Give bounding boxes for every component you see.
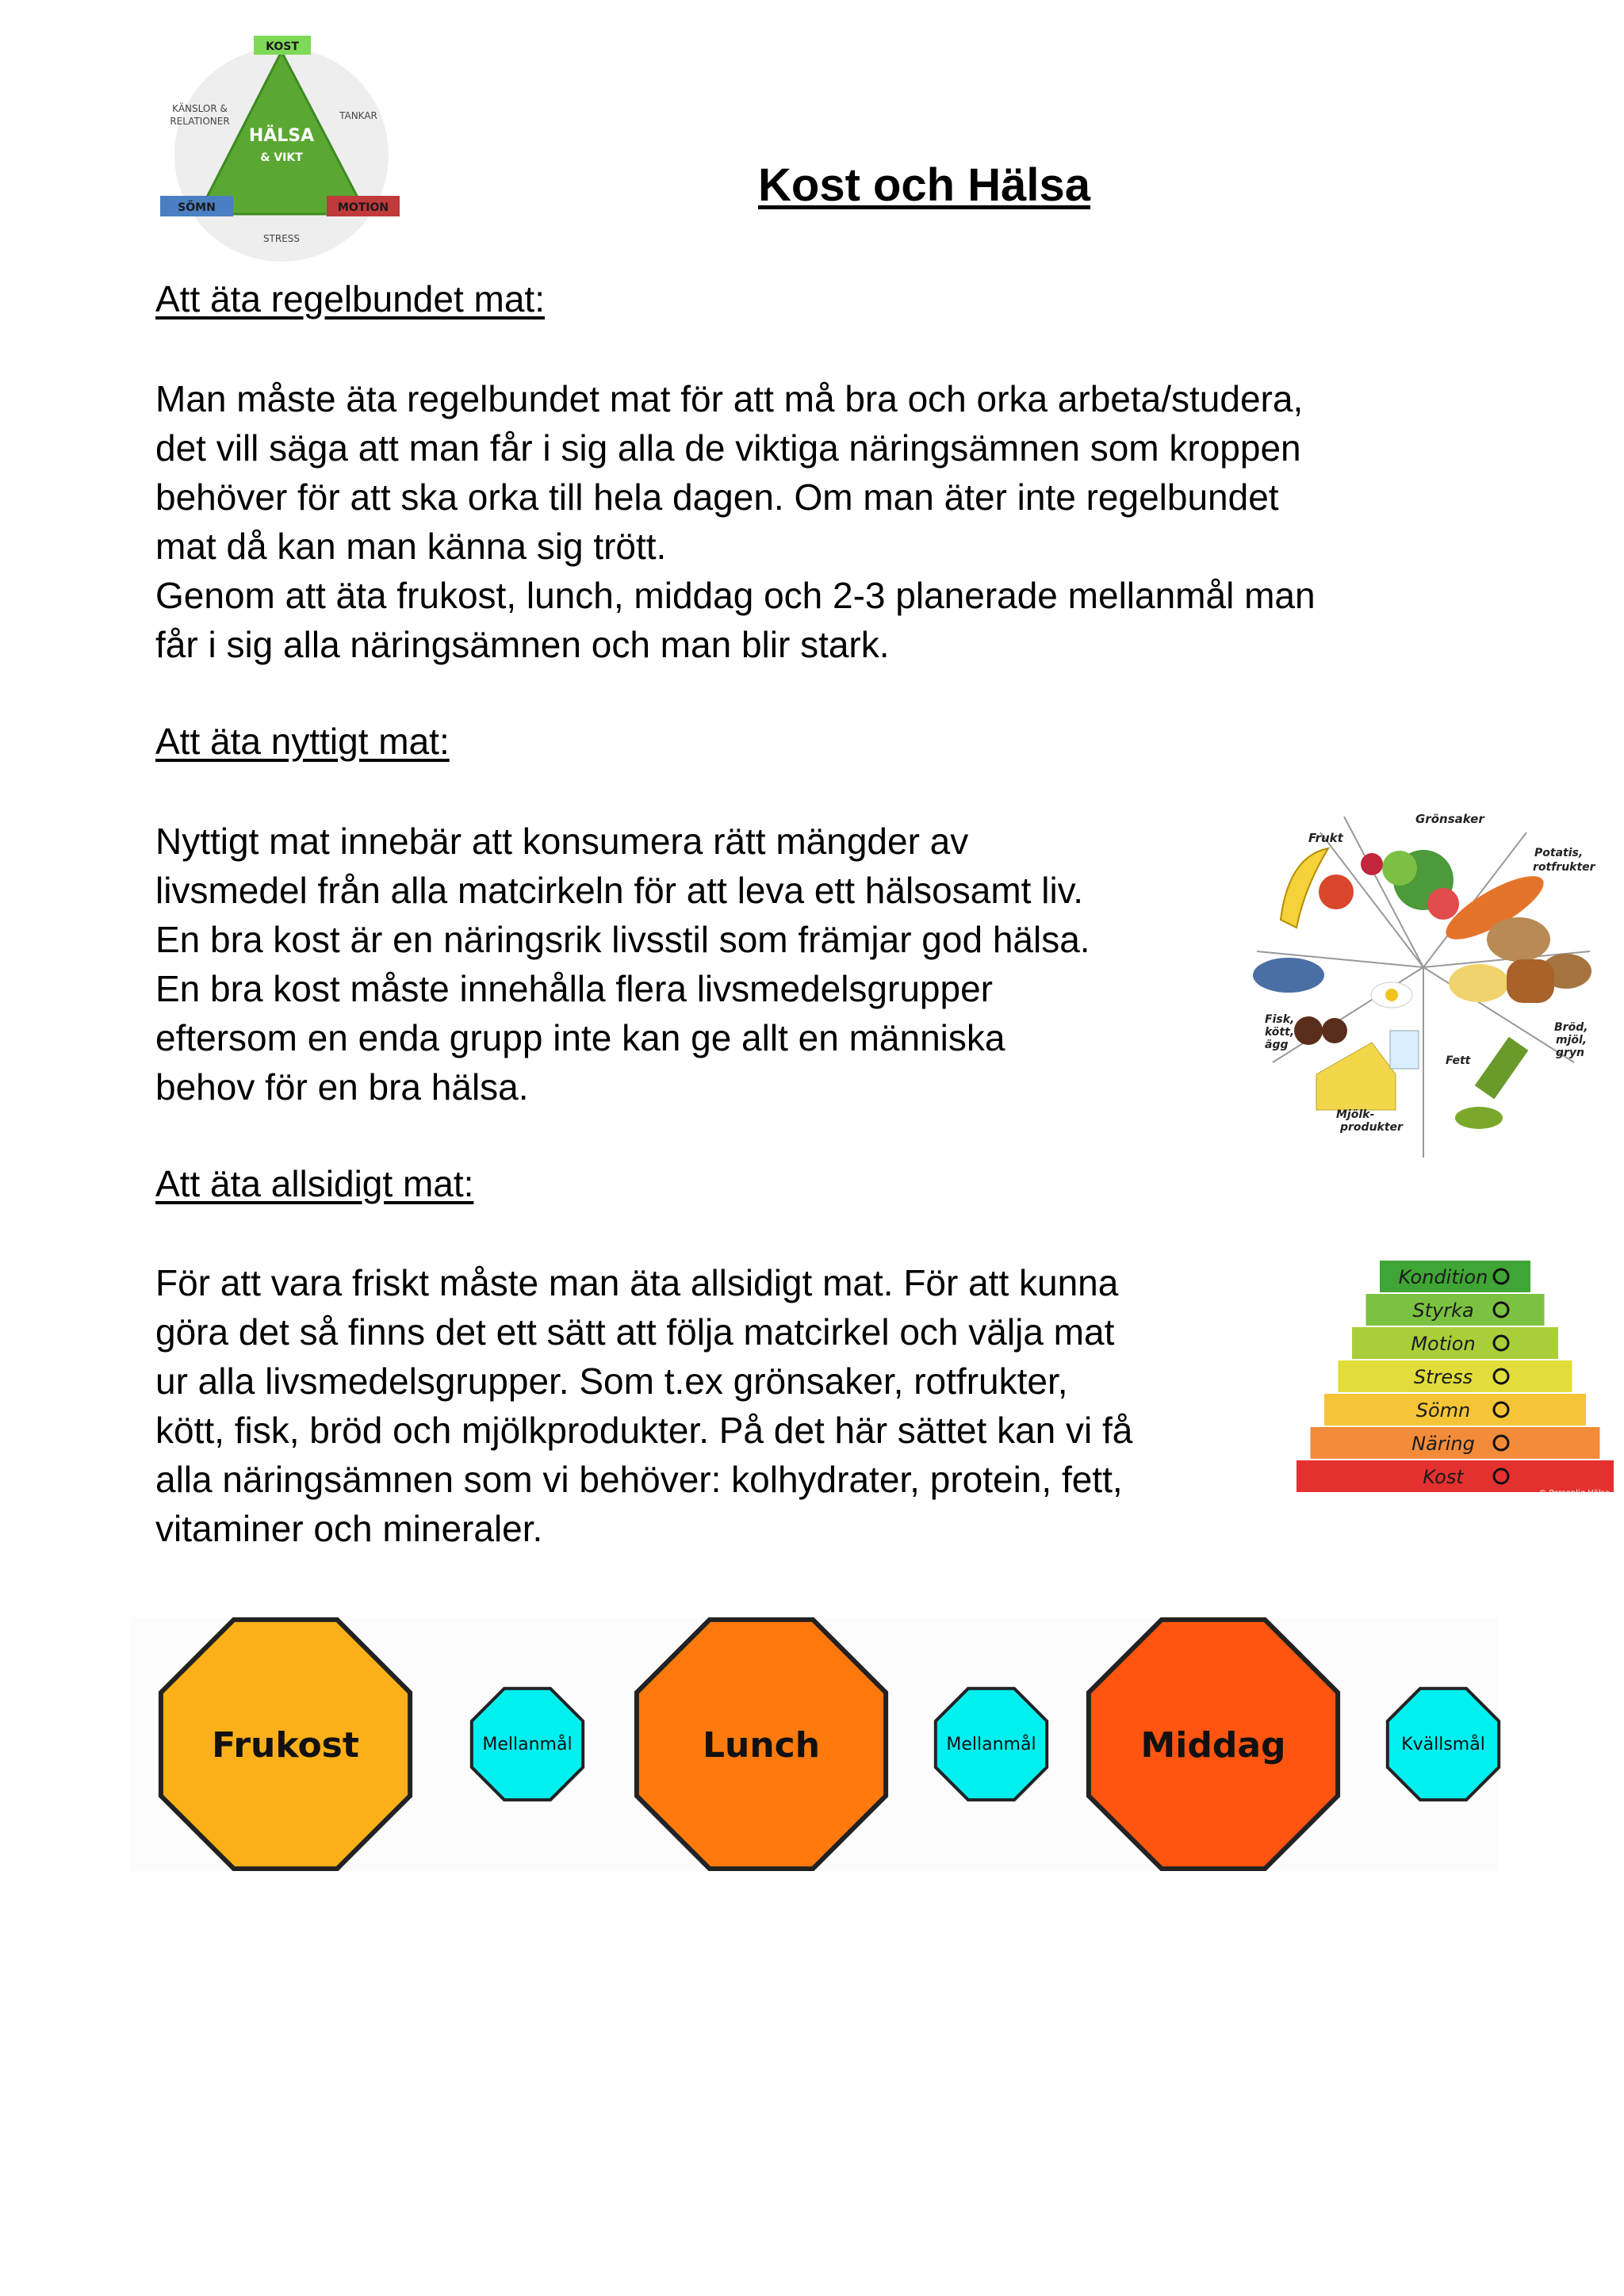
body-line: göra det så finns det ett sätt att följa matcirkel och välja mat [155, 1311, 1115, 1353]
logo-kost: KOST [266, 40, 299, 53]
section-body-varied [155, 1258, 1132, 1553]
pyramid-level-styrka [1366, 1294, 1545, 1326]
meal-lunch [637, 1620, 886, 1869]
meal-mellanmål-1 [472, 1689, 583, 1800]
meal-frukost [161, 1620, 410, 1869]
svg-text:kött,: kött, [1265, 1026, 1295, 1039]
svg-text:rotfrukter: rotfrukter [1533, 861, 1595, 874]
body-line: Nyttigt mat innebär att konsumera rätt mängder av [155, 821, 969, 862]
meal-schedule [143, 1617, 1507, 1871]
logo-right: TANKAR [339, 110, 377, 121]
svg-text:Grönsaker: Grönsaker [1415, 812, 1484, 826]
logo-left: KÄNSLOR & [172, 103, 228, 114]
body-line: det vill säga att man får i sig alla de viktiga näringsämnen som kroppen [155, 427, 1301, 469]
page-title: Kost och Hälsa [758, 159, 1090, 211]
body-line: eftersom en enda grupp inte kan ge allt en människa [155, 1017, 1005, 1058]
section-heading-regular: Att äta regelbundet mat: [155, 278, 545, 320]
svg-text:gryn: gryn [1556, 1047, 1585, 1059]
body-line: livsmedel från alla matcirkeln för att leva ett hälsosamt liv. [155, 870, 1084, 911]
body-line: En bra kost måste innehålla flera livsmedelsgrupper [155, 968, 993, 1009]
pyramid-label: Motion [1411, 1333, 1476, 1355]
svg-text:ägg: ägg [1265, 1039, 1289, 1051]
meal-label: Mellanmål [482, 1735, 573, 1755]
logo-stress: STRESS [262, 233, 301, 244]
section-heading-varied: Att äta allsidigt mat: [155, 1163, 474, 1204]
meal-kvällsmål-5 [1388, 1689, 1499, 1800]
pyramid-label: Styrka [1412, 1299, 1474, 1322]
body-line: alla näringsämnen som vi behöver: kolhydrater, protein, fett, [155, 1459, 1123, 1500]
logo-somn: SÖMN [178, 201, 216, 214]
svg-text:Potatis,: Potatis, [1534, 847, 1584, 859]
bread-icon [1449, 959, 1554, 1003]
svg-text:mjöl,: mjöl, [1556, 1034, 1588, 1047]
pyramid-label: Sömn [1415, 1399, 1471, 1422]
meal-label: Kvällsmål [1401, 1735, 1485, 1755]
health-pyramid [1293, 1261, 1618, 1502]
pyramid-level-näring [1311, 1427, 1600, 1459]
logo-center-sub: & VIKT [260, 151, 303, 164]
body-line: Genom att äta frukost, lunch, middag och 2-3 planerade mellanmål man [155, 575, 1316, 616]
meal-label: Mellanmål [946, 1735, 1036, 1755]
logo-center-main: HÄLSA [248, 126, 315, 146]
pyramid-level-stress [1339, 1360, 1572, 1392]
pyramid-level-kost [1297, 1460, 1614, 1492]
svg-text:Mjölk-: Mjölk- [1336, 1108, 1375, 1121]
body-line: Man måste äta regelbundet mat för att må bra och orka arbeta/studera, [155, 378, 1304, 419]
svg-text:Fisk,: Fisk, [1265, 1013, 1295, 1026]
section-heading-healthy: Att äta nyttigt mat: [155, 721, 450, 762]
pyramid-label: Stress [1413, 1366, 1473, 1388]
fruit-icon [1281, 848, 1383, 928]
meal-label: Frukost [212, 1725, 359, 1766]
pyramid-level-kondition [1380, 1261, 1530, 1292]
body-line: För att vara friskt måste man äta allsidigt mat. För att kunna [155, 1262, 1119, 1303]
body-line: vitaminer och mineraler. [155, 1508, 543, 1549]
body-line: behov för en bra hälsa. [155, 1066, 529, 1108]
fat-oil-icon [1455, 1037, 1528, 1129]
body-line: får i sig alla näringsämnen och man blir stark. [155, 624, 890, 665]
body-line: behöver för att ska orka till hela dagen. Om man äter inte regelbundet [155, 476, 1279, 518]
svg-text:Bröd,: Bröd, [1554, 1021, 1588, 1034]
meal-label: Middag [1140, 1725, 1286, 1766]
pyramid-label: Kost [1423, 1466, 1464, 1488]
svg-text:Frukt: Frukt [1308, 831, 1343, 845]
pyramid-credit: © Personlig Hälsa [1538, 1489, 1610, 1498]
section-body-regular [155, 374, 1316, 669]
svg-text:produkter: produkter [1340, 1121, 1403, 1134]
meal-mellanmål-3 [936, 1689, 1047, 1800]
body-line: mat då kan man känna sig trött. [155, 526, 667, 567]
meal-label: Lunch [702, 1725, 821, 1766]
logo-motion: MOTION [337, 201, 389, 214]
meal-middag [1089, 1620, 1338, 1869]
pyramid-level-motion [1352, 1327, 1558, 1359]
body-line: kött, fisk, bröd och mjölkprodukter. På det här sättet kan vi få [155, 1410, 1133, 1451]
svg-text:Fett: Fett [1446, 1054, 1471, 1067]
pyramid-label: Näring [1411, 1433, 1475, 1455]
pyramid-level-sömn [1324, 1394, 1586, 1425]
food-circle-illustration [1241, 801, 1598, 1165]
section-body-healthy [155, 817, 1090, 1112]
body-line: En bra kost är en näringsrik livsstil som främjar god hälsa. [155, 919, 1090, 960]
health-triangle-logo [151, 24, 420, 262]
svg-text:RELATIONER: RELATIONER [170, 116, 230, 127]
pyramid-label: Kondition [1398, 1266, 1488, 1288]
body-line: ur alla livsmedelsgrupper. Som t.ex grönsaker, rotfrukter, [155, 1360, 1068, 1402]
